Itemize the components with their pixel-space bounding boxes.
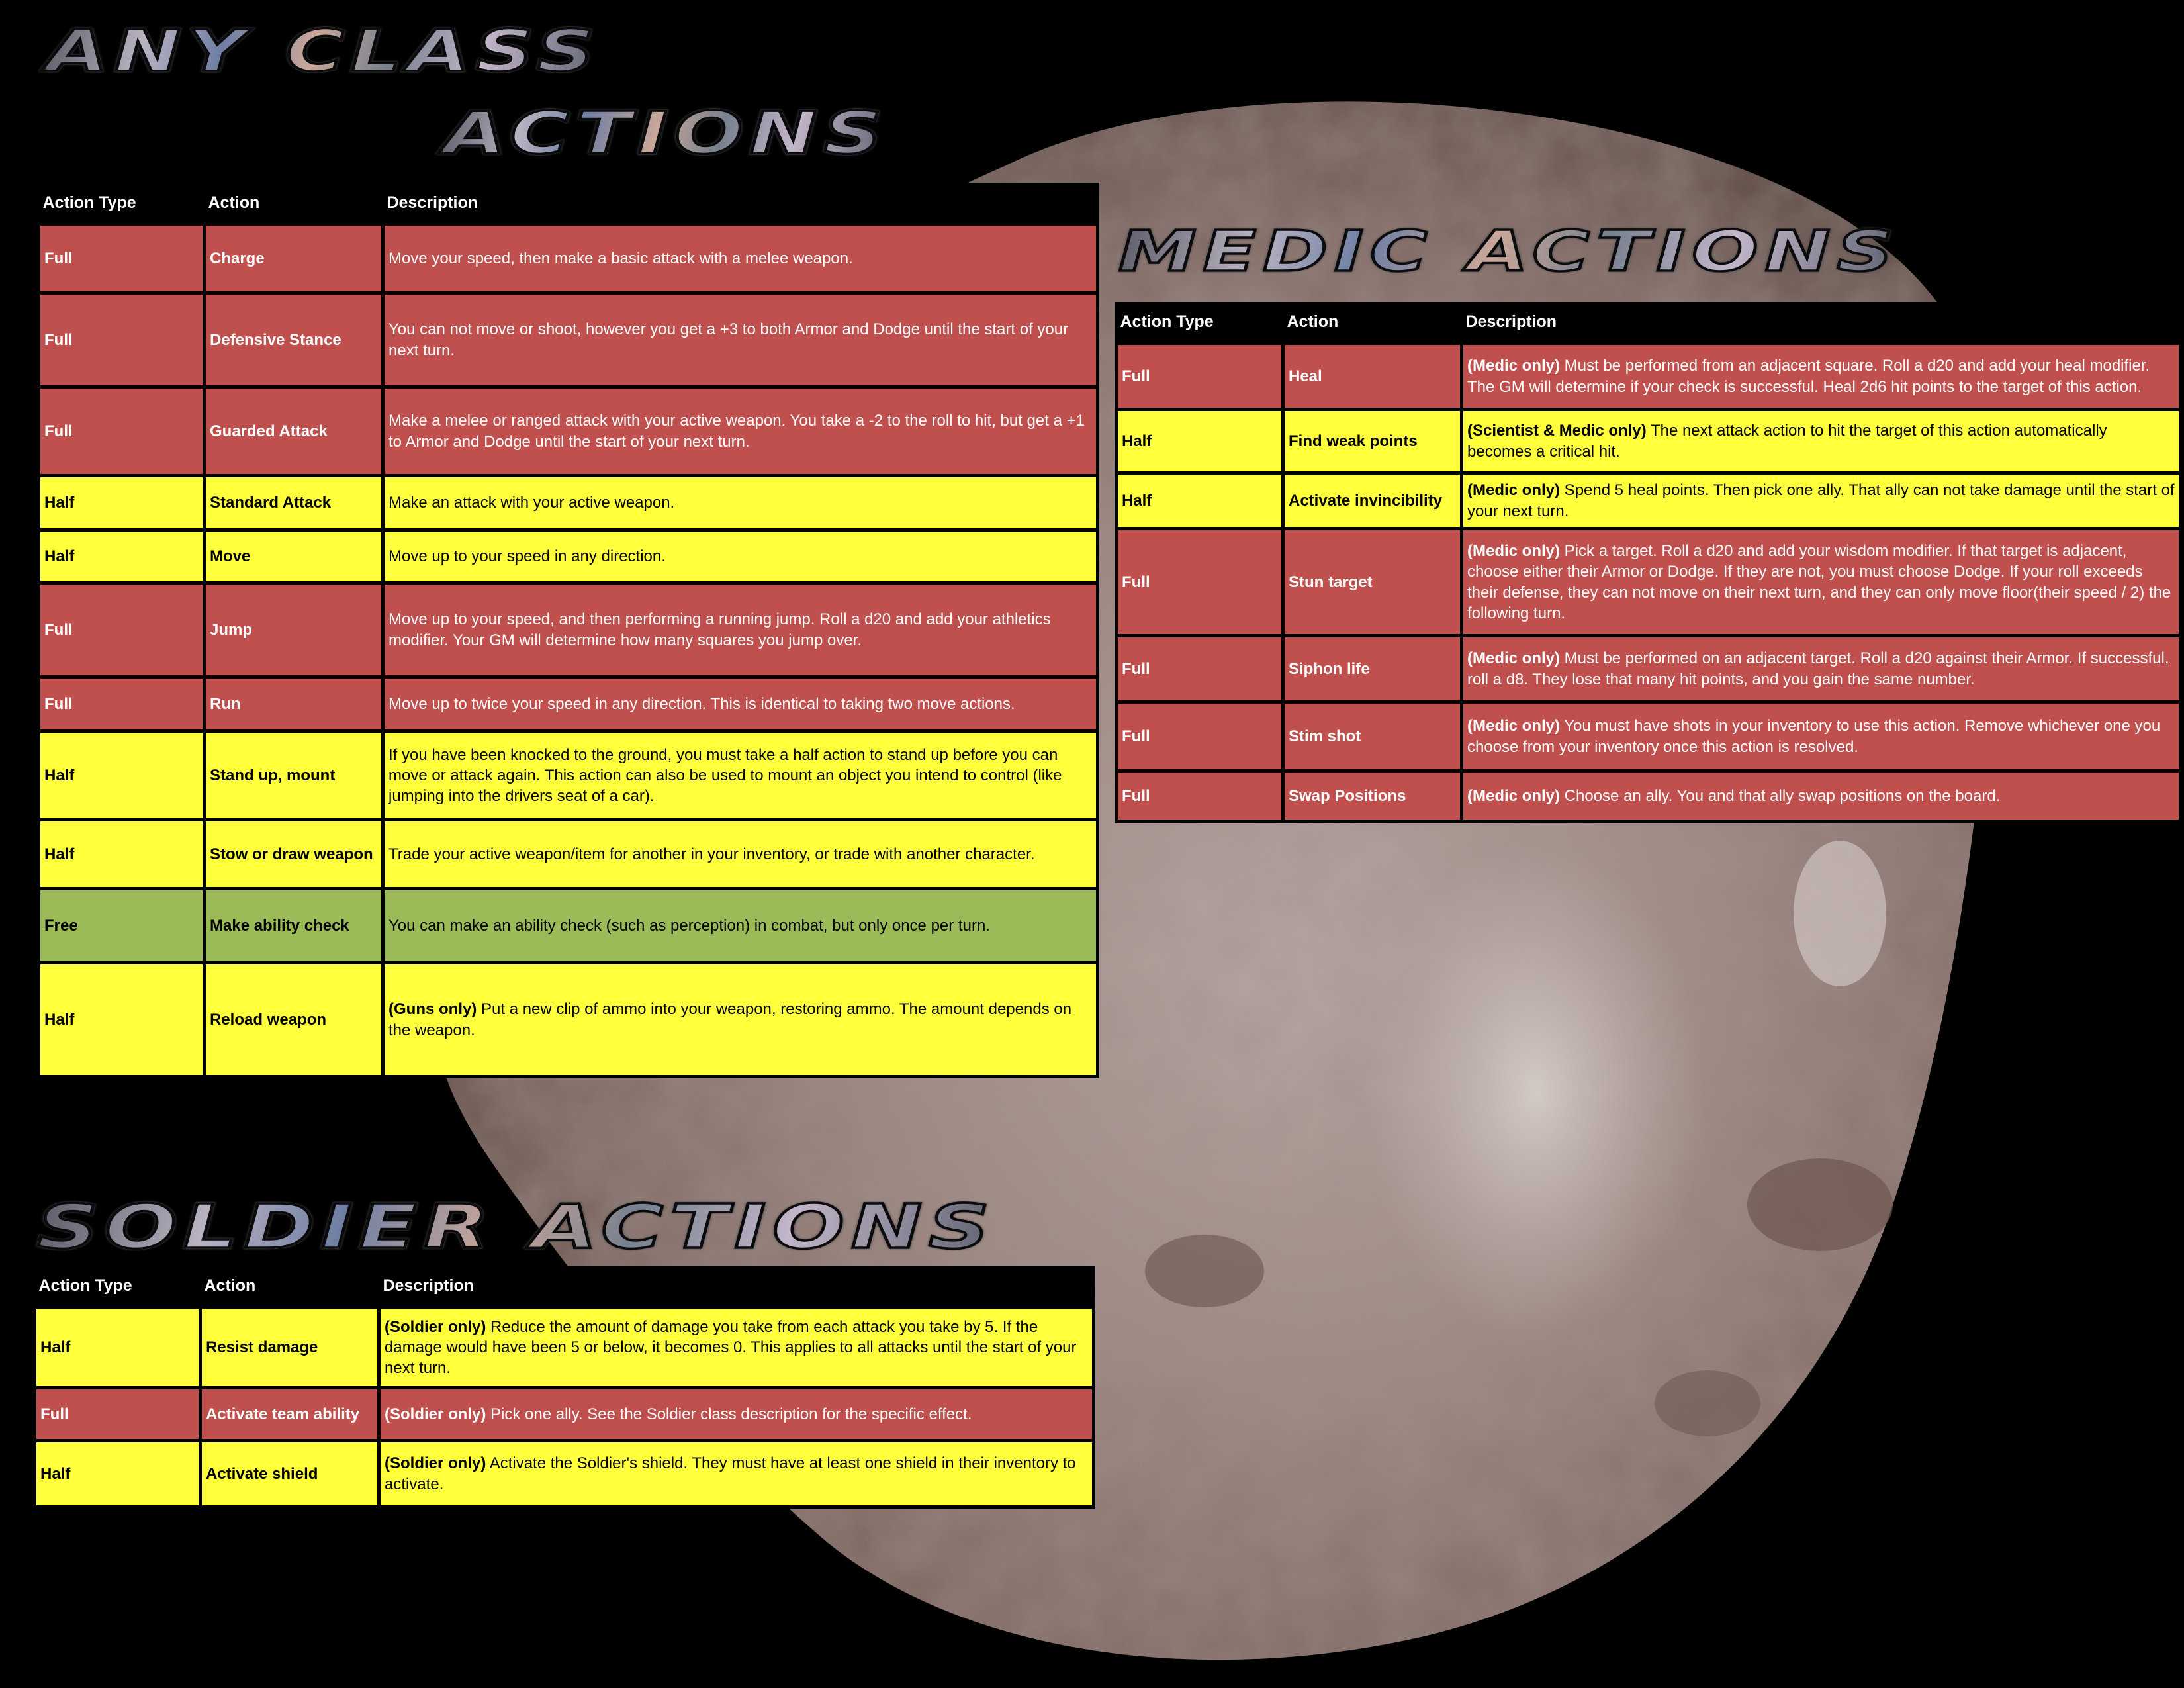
table-row [1116, 344, 2181, 410]
action-name-cell: Run [205, 677, 383, 731]
class-restriction-label: (Medic only) [1467, 357, 1561, 375]
action-name-cell: Activate shield [201, 1441, 379, 1507]
description-text: Trade your active weapon/item for another in your inventory, or trade with another character. [388, 845, 1035, 863]
description-cell [383, 963, 1098, 1077]
table-row [39, 476, 1098, 530]
action-name-cell: Guarded Attack [205, 387, 383, 476]
table-header-row [1116, 302, 2181, 344]
column-header-action-type: Action Type [39, 183, 205, 224]
action-type-cell: Half [1116, 410, 1283, 473]
column-header-description: Description [383, 183, 1098, 224]
action-type-cell: Half [1116, 473, 1283, 529]
description-cell [379, 1388, 1094, 1441]
action-type-cell: Half [39, 530, 205, 583]
description-text: Must be performed on an adjacent target. Roll a d20 against their Armor. If successful, roll a d8. They lose that many hit points, and you gain the same number. [1467, 649, 2169, 688]
action-name-cell: Heal [1283, 344, 1462, 410]
table-row [1116, 410, 2181, 473]
table-row [39, 583, 1098, 677]
class-restriction-label: (Medic only) [1467, 649, 1561, 668]
description-cell [383, 583, 1098, 677]
table-header-row [39, 183, 1098, 224]
description-text: You must have shots in your inventory to use this action. Remove whichever one you choose from your inventory once this action is resolved. [1467, 717, 2161, 756]
description-text: You can not move or shoot, however you get a +3 to both Armor and Dodge until the start of your next turn. [388, 320, 1069, 359]
description-text: Pick a target. Roll a d20 and add your wisdom modifier. If that target is adjacent, choose either their Armor or Dodge. If they are not, you must choose Dodge. If your roll exceeds their defense, they can not move on their next turn, and they can only move floor(their speed / 2) the following turn. [1467, 542, 2171, 622]
description-text: Reduce the amount of damage you take from each attack you take by 5. If the damage would have been 5 or below, it becomes 0. This applies to all attacks until the start of your next turn. [385, 1317, 1077, 1378]
any-class-actions-title: ACTIONS [443, 99, 889, 167]
action-name-cell: Jump [205, 583, 383, 677]
action-name-cell: Activate team ability [201, 1388, 379, 1441]
action-name-cell: Move [205, 530, 383, 583]
action-name-cell: Siphon life [1283, 636, 1462, 702]
medic-actions-table [1115, 302, 2182, 823]
column-header-action-type: Action Type [1116, 302, 1283, 344]
action-name-cell: Resist damage [201, 1307, 379, 1388]
column-header-action: Action [1283, 302, 1462, 344]
class-restriction-label: (Medic only) [1467, 542, 1561, 561]
action-type-cell: Half [39, 963, 205, 1077]
action-name-cell: Standard Attack [205, 476, 383, 530]
column-header-action: Action [201, 1266, 379, 1307]
any-class-title: ANY CLASS [46, 19, 601, 85]
description-text: Spend 5 heal points. Then pick one ally. That ally can not take damage until the start of your next turn. [1467, 481, 2175, 520]
table-row [1116, 702, 2181, 771]
column-header-description: Description [1462, 302, 2181, 344]
action-type-cell: Half [35, 1441, 201, 1507]
action-type-cell: Free [39, 889, 205, 963]
class-restriction-label: (Medic only) [1467, 786, 1561, 805]
action-type-cell: Full [1116, 344, 1283, 410]
soldier-actions-title: SOLDIER ACTIONS [37, 1192, 997, 1263]
class-restriction-label: (Soldier only) [385, 1405, 486, 1423]
description-cell [383, 387, 1098, 476]
column-header-action-type: Action Type [35, 1266, 201, 1307]
class-restriction-label: (Soldier only) [385, 1317, 486, 1336]
description-cell [1462, 529, 2181, 636]
action-type-cell: Full [1116, 529, 1283, 636]
class-restriction-label: (Scientist & Medic only) [1467, 422, 1647, 440]
table-row [1116, 636, 2181, 702]
description-text: Move up to your speed in any direction. [388, 547, 666, 565]
table-row [39, 820, 1098, 889]
table-row [39, 387, 1098, 476]
action-type-cell: Half [39, 820, 205, 889]
table-row [35, 1441, 1094, 1507]
description-text: Make a melee or ranged attack with your active weapon. You take a -2 to the roll to hit, but get a +1 to Armor and Dodge until the start of your next turn. [388, 412, 1085, 451]
action-name-cell: Stow or draw weapon [205, 820, 383, 889]
action-name-cell: Make ability check [205, 889, 383, 963]
description-cell [1462, 636, 2181, 702]
table-row [1116, 529, 2181, 636]
action-type-cell: Full [39, 583, 205, 677]
description-text: Move your speed, then make a basic attack with a melee weapon. [388, 249, 853, 267]
action-type-cell: Full [39, 387, 205, 476]
action-type-cell: Full [39, 293, 205, 387]
action-name-cell: Stim shot [1283, 702, 1462, 771]
description-cell [383, 731, 1098, 820]
description-text: If you have been knocked to the ground, you must take a half action to stand up before you can move or attack again. This action can also be used to mount an object you intend to control (like jumping into the drivers seat of a car). [388, 745, 1062, 806]
action-name-cell: Stand up, mount [205, 731, 383, 820]
table-row [35, 1388, 1094, 1441]
table-row [39, 530, 1098, 583]
table-row [1116, 473, 2181, 529]
action-type-cell: Full [1116, 636, 1283, 702]
description-text: Put a new clip of ammo into your weapon, restoring ammo. The amount depends on the weapon. [388, 1000, 1072, 1039]
description-cell [1462, 473, 2181, 529]
description-cell [383, 820, 1098, 889]
table-row [35, 1307, 1094, 1388]
action-name-cell: Find weak points [1283, 410, 1462, 473]
action-type-cell: Full [39, 224, 205, 293]
action-type-cell: Full [35, 1388, 201, 1441]
any-class-actions-table [37, 183, 1099, 1078]
table-row [39, 224, 1098, 293]
action-type-cell: Half [39, 476, 205, 530]
description-text: Pick one ally. See the Soldier class description for the specific effect. [486, 1405, 972, 1423]
action-type-cell: Full [39, 677, 205, 731]
description-cell [383, 293, 1098, 387]
action-name-cell: Defensive Stance [205, 293, 383, 387]
action-type-cell: Full [1116, 771, 1283, 821]
description-cell [383, 677, 1098, 731]
action-name-cell: Reload weapon [205, 963, 383, 1077]
table-header-row [35, 1266, 1094, 1307]
description-cell [383, 476, 1098, 530]
class-restriction-label: (Medic only) [1467, 481, 1561, 500]
action-name-cell: Stun target [1283, 529, 1462, 636]
soldier-actions-table [33, 1266, 1095, 1509]
table-row [39, 293, 1098, 387]
class-restriction-label: (Medic only) [1467, 717, 1561, 735]
description-text: You can make an ability check (such as perception) in combat, but only once per turn. [388, 916, 990, 935]
description-text: Must be performed from an adjacent square. Roll a d20 and add your heal modifier. The GM will determine if your check is successful. Heal 2d6 hit points to the target of this action. [1467, 357, 2150, 396]
table-row [39, 731, 1098, 820]
table-row [39, 677, 1098, 731]
action-type-cell: Full [1116, 702, 1283, 771]
column-header-action: Action [205, 183, 383, 224]
description-text: The next attack action to hit the target of this action automatically becomes a critical hit. [1467, 422, 2107, 461]
action-name-cell: Activate invincibility [1283, 473, 1462, 529]
description-cell [383, 889, 1098, 963]
medic-actions-title: MEDIC ACTIONS [1118, 218, 1900, 285]
description-cell [1462, 410, 2181, 473]
description-cell [1462, 344, 2181, 410]
action-type-cell: Half [39, 731, 205, 820]
table-row [39, 963, 1098, 1077]
description-cell [379, 1441, 1094, 1507]
description-text: Make an attack with your active weapon. [388, 493, 675, 512]
description-text: Move up to twice your speed in any direction. This is identical to taking two move actions. [388, 694, 1015, 713]
description-cell [1462, 702, 2181, 771]
action-type-cell: Half [35, 1307, 201, 1388]
action-name-cell: Charge [205, 224, 383, 293]
description-text: Choose an ally. You and that ally swap positions on the board. [1560, 786, 2001, 805]
column-header-description: Description [379, 1266, 1094, 1307]
description-text: Move up to your speed, and then performing a running jump. Roll a d20 and add your athletics modifier. Your GM will determine how many squares you jump over. [388, 610, 1051, 649]
description-cell [383, 530, 1098, 583]
description-text: Activate the Soldier's shield. They must have at least one shield in their inventory to activate. [385, 1454, 1076, 1493]
table-row [1116, 771, 2181, 821]
action-name-cell: Swap Positions [1283, 771, 1462, 821]
description-cell [1462, 771, 2181, 821]
description-cell [379, 1307, 1094, 1388]
table-row [39, 889, 1098, 963]
class-restriction-label: (Soldier only) [385, 1454, 486, 1473]
class-restriction-label: (Guns only) [388, 1000, 477, 1019]
description-cell [383, 224, 1098, 293]
